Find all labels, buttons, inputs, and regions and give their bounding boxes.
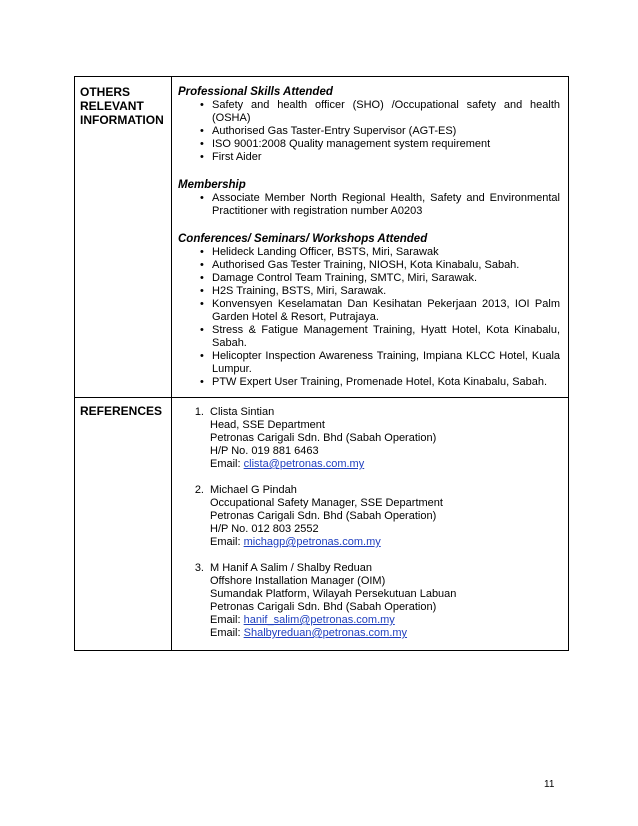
reference-entry [178,406,560,471]
reference-name: Michael G Pindah [210,484,297,496]
reference-email-line [210,627,456,640]
professional-skill-item: • Safety and health officer (SHO) /Occupational safety and health (OSHA) [178,99,560,125]
references-list [172,398,568,650]
others-label: OTHERS RELEVANT INFORMATION [80,85,164,127]
email-link[interactable]: Shalbyreduan@petronas.com.my [243,627,408,639]
conferences-title: Conferences/ Seminars/ Workshops Attended [178,233,428,245]
reference-line: Occupational Safety Manager, SSE Department [210,497,443,509]
professional-skills-title: Professional Skills Attended [178,86,333,98]
reference-line: H/P No. 012 803 2552 [210,523,319,535]
reference-email-line [210,458,436,471]
conference-item: • Authorised Gas Tester Training, NIOSH, Kota Kinabalu, Sabah. [178,259,560,272]
professional-skill-item: • ISO 9001:2008 Quality management system requirement [178,138,560,151]
professional-skill-item: • First Aider [178,151,560,164]
membership-item: • Associate Member North Regional Health, Safety and Environmental Practitioner with registration number A0203 [178,192,560,218]
reference-line: Sumandak Platform, Wilayah Persekutuan Labuan [210,588,457,600]
reference-number: 1. [194,406,204,418]
reference-number: 2. [194,484,204,496]
reference-entry [178,484,560,549]
reference-number: 3. [194,562,204,574]
conferences-list [178,246,560,389]
reference-details [210,562,456,640]
reference-email-line [210,614,456,627]
professional-skill-item: • Authorised Gas Taster-Entry Supervisor (AGT-ES) [178,125,560,138]
reference-line: Offshore Installation Manager (OIM) [210,575,386,587]
email-prefix: Email: [210,627,244,639]
reference-email-line [210,536,443,549]
reference-line: H/P No. 019 881 6463 [210,445,319,457]
conference-item: • Helideck Landing Officer, BSTS, Miri, Sarawak [178,246,560,259]
reference-entry [178,562,560,640]
conference-item: • Damage Control Team Training, SMTC, Miri, Sarawak. [178,272,560,285]
reference-details [210,406,436,471]
email-prefix: Email: [210,536,244,548]
conference-item: • PTW Expert User Training, Promenade Hotel, Kota Kinabalu, Sabah. [178,376,560,389]
reference-name: M Hanif A Salim / Shalby Reduan [210,562,373,574]
cv-table [74,76,569,651]
email-prefix: Email: [210,614,244,626]
conference-item: • Stress & Fatigue Management Training, Hyatt Hotel, Kota Kinabalu, Sabah. [178,324,560,350]
page-number: 11 [544,779,555,790]
conference-item: • H2S Training, BSTS, Miri, Sarawak. [178,285,560,298]
email-link[interactable]: clista@petronas.com.my [243,458,365,470]
reference-line: Petronas Carigali Sdn. Bhd (Sabah Operation) [210,510,437,522]
references-content-cell [172,398,569,651]
membership-list [178,192,560,218]
reference-line: Head, SSE Department [210,419,325,431]
references-label-cell [75,398,172,651]
reference-name: Clista Sintian [210,406,275,418]
conference-item: • Helicopter Inspection Awareness Training, Impiana KLCC Hotel, Kuala Lumpur. [178,350,560,376]
conference-item: • Konvensyen Keselamatan Dan Kesihatan Pekerjaan 2013, IOI Palm Garden Hotel & Resort, Putrajaya. [178,298,560,324]
others-content-cell [172,77,569,398]
membership-title: Membership [178,179,246,191]
email-link[interactable]: hanif_salim@petronas.com.my [243,614,395,626]
reference-details [210,484,443,549]
email-prefix: Email: [210,458,244,470]
reference-line: Petronas Carigali Sdn. Bhd (Sabah Operation) [210,601,437,613]
references-label: REFERENCES [80,404,163,418]
reference-line: Petronas Carigali Sdn. Bhd (Sabah Operation) [210,432,437,444]
email-link[interactable]: michagp@petronas.com.my [243,536,381,548]
others-label-cell [75,77,172,398]
references-row [75,398,569,651]
others-row [75,77,569,398]
professional-skills-list [178,99,560,164]
